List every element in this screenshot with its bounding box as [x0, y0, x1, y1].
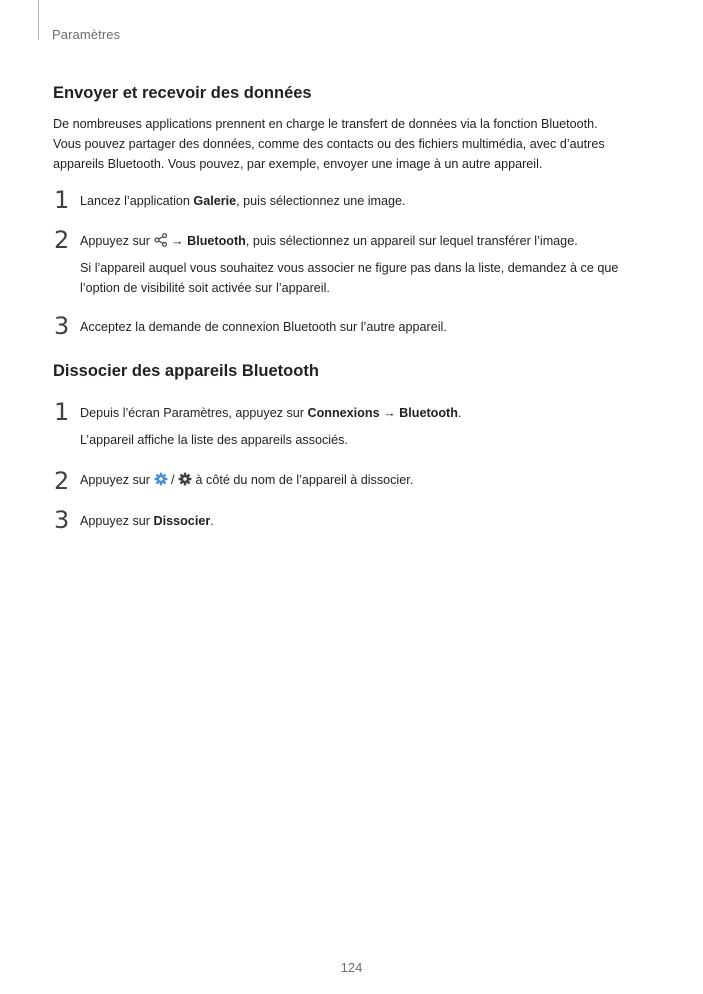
step-text: Acceptez la demande de connexion Bluetooth sur l’autre appareil.	[80, 320, 447, 334]
intro-line: appareils Bluetooth. Vous pouvez, par exemple, envoyer une image à un autre appareil.	[53, 157, 543, 171]
step-text-bold: Connexions	[307, 406, 380, 420]
step-number: 1	[54, 186, 70, 214]
step-number: 3	[54, 506, 70, 534]
step-text-pre: Depuis l’écran Paramètres, appuyez sur	[80, 406, 308, 420]
step-text	[80, 403, 650, 423]
intro-line: De nombreuses applications prennent en charge le transfert de données via la fonction Bluetooth.	[53, 117, 598, 131]
step-text-post: .	[457, 406, 462, 420]
step-text-bold: Galerie	[193, 194, 237, 208]
share-icon	[154, 233, 168, 247]
step-text-post: .	[210, 514, 214, 528]
arrow-text: →	[167, 234, 188, 248]
arrow-text: →	[379, 406, 400, 420]
section-heading-dissociate: Dissocier des appareils Bluetooth	[53, 362, 319, 380]
step-number: 2	[54, 467, 70, 495]
step-text-pre: Appuyez sur	[80, 473, 154, 487]
step-sub-line: l’option de visibilité soit activée sur l’appareil.	[80, 281, 330, 295]
step-text	[80, 231, 650, 251]
step-number: 1	[54, 398, 70, 426]
step-text-post: , puis sélectionnez une image.	[236, 194, 406, 208]
header-title: Paramètres	[52, 27, 121, 42]
step-number: 3	[54, 312, 70, 340]
header-rule	[38, 0, 39, 40]
step-sub-paragraph	[80, 258, 650, 298]
intro-line: Vous pouvez partager des données, comme des contacts ou des fichiers multimédia, avec d’autres	[53, 137, 605, 151]
step-text-bold: Bluetooth	[187, 234, 246, 248]
step-text-pre: Appuyez sur	[80, 514, 154, 528]
step-text	[80, 511, 650, 531]
intro-paragraph	[53, 114, 653, 174]
page-number: 124	[340, 960, 363, 975]
step-text	[80, 191, 650, 211]
section-heading-send-receive: Envoyer et recevoir des données	[53, 84, 312, 102]
step-text-pre: Lancez l’application	[80, 194, 194, 208]
step-number: 2	[54, 226, 70, 254]
step-text-bold: Bluetooth	[399, 406, 458, 420]
step-text-post: , puis sélectionnez un appareil sur lequel transférer l’image.	[245, 234, 578, 248]
step-text-bold: Dissocier	[153, 514, 211, 528]
step-text	[80, 470, 650, 490]
step-text-post: à côté du nom de l’appareil à dissocier.	[192, 473, 414, 487]
step-sub-line: L’appareil affiche la liste des appareils associés.	[80, 433, 348, 447]
settings-gear-dark-icon	[178, 472, 192, 486]
settings-gear-blue-icon	[154, 472, 168, 486]
separator-text: /	[167, 473, 179, 487]
step-sub-line: Si l’appareil auquel vous souhaitez vous associer ne figure pas dans la liste, demandez à ce que	[80, 261, 619, 275]
step-text-pre: Appuyez sur	[80, 234, 154, 248]
